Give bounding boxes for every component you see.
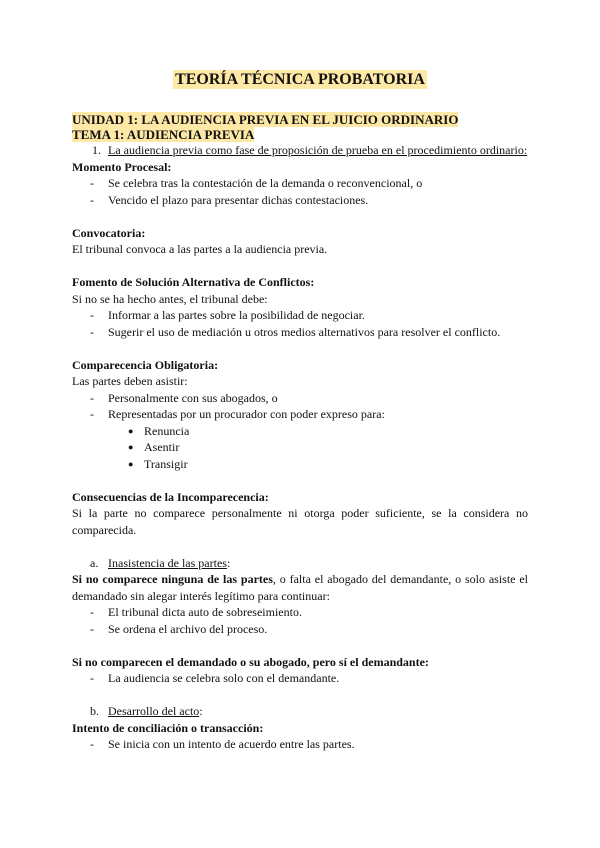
section-heading-conciliacion: Intento de conciliación o transacción: [72,720,264,735]
bullet-item: ● Renuncia [128,423,190,438]
paragraph: El tribunal convoca a las partes a la audiencia previa. [72,242,328,256]
topic-heading: TEMA 1: AUDIENCIA PREVIA [72,127,255,142]
section-heading-fomento: Fomento de Solución Alternativa de Conflictos: [72,275,315,289]
list-item: - Representadas por un procurador con poder expreso para: [90,407,385,421]
section-heading-momento: Momento Procesal: [72,159,172,174]
list-item: - Informar a las partes sobre la posibilidad de negociar. [90,308,365,322]
list-item: - Personalmente con sus abogados, o [90,390,278,405]
unit-heading: UNIDAD 1: LA AUDIENCIA PREVIA EN EL JUICIO ORDINARIO [72,112,459,127]
section-heading-convocatoria: Convocatoria: [72,225,146,240]
sub-item-a: a. Inasistencia de las partes: [90,555,231,570]
bullet-icon: ● [128,425,134,436]
list-item: - Se inicia con un intento de acuerdo entre las partes. [90,737,355,751]
list-item: - La audiencia se celebra solo con el demandante. [90,671,340,685]
paragraph: Si no comparece ninguna de las partes, o falta el abogado del demandante, o solo asiste el demandado sin alegar interés legítimo para continuar: [72,572,528,603]
list-item: - Se ordena el archivo del proceso. [90,621,268,636]
document-title: TEORÍA TÉCNICA PROBATORIA [175,71,425,88]
list-item: - El tribunal dicta auto de sobreseimiento. [90,605,302,619]
bullet-item: ● Transigir [128,456,188,471]
section-heading-demandado: Si no comparecen el demandado o su abogado, pero sí el demandante: [72,654,429,669]
section-heading-comparecencia: Comparecencia Obligatoria: [72,357,219,372]
paragraph: Si la parte no comparece personalmente ni otorga poder suficiente, se la considera no comparecida. [72,506,528,537]
list-marker: 1. [92,143,101,157]
section-heading-consecuencias: Consecuencias de la Incomparecencia: [72,489,269,504]
list-item: - Se celebra tras la contestación de la demanda o reconvencional, o [90,176,423,190]
numbered-item-text: La audiencia previa como fase de proposición de prueba en el procedimiento ordinario: [108,143,528,157]
paragraph: Las partes deben asistir: [72,374,188,388]
list-item: - Vencido el plazo para presentar dichas contestaciones. [90,192,369,207]
bullet-icon: ● [128,458,134,469]
bullet-item: ● Asentir [128,440,180,454]
list-item: - Sugerir el uso de mediación u otros medios alternativos para resolver el conflicto. [90,324,501,339]
sub-item-b: b. Desarrollo del acto: [90,704,203,718]
bullet-icon: ● [128,442,134,452]
numbered-item-1 [92,142,528,159]
paragraph: Si no se ha hecho antes, el tribunal debe: [72,291,268,306]
